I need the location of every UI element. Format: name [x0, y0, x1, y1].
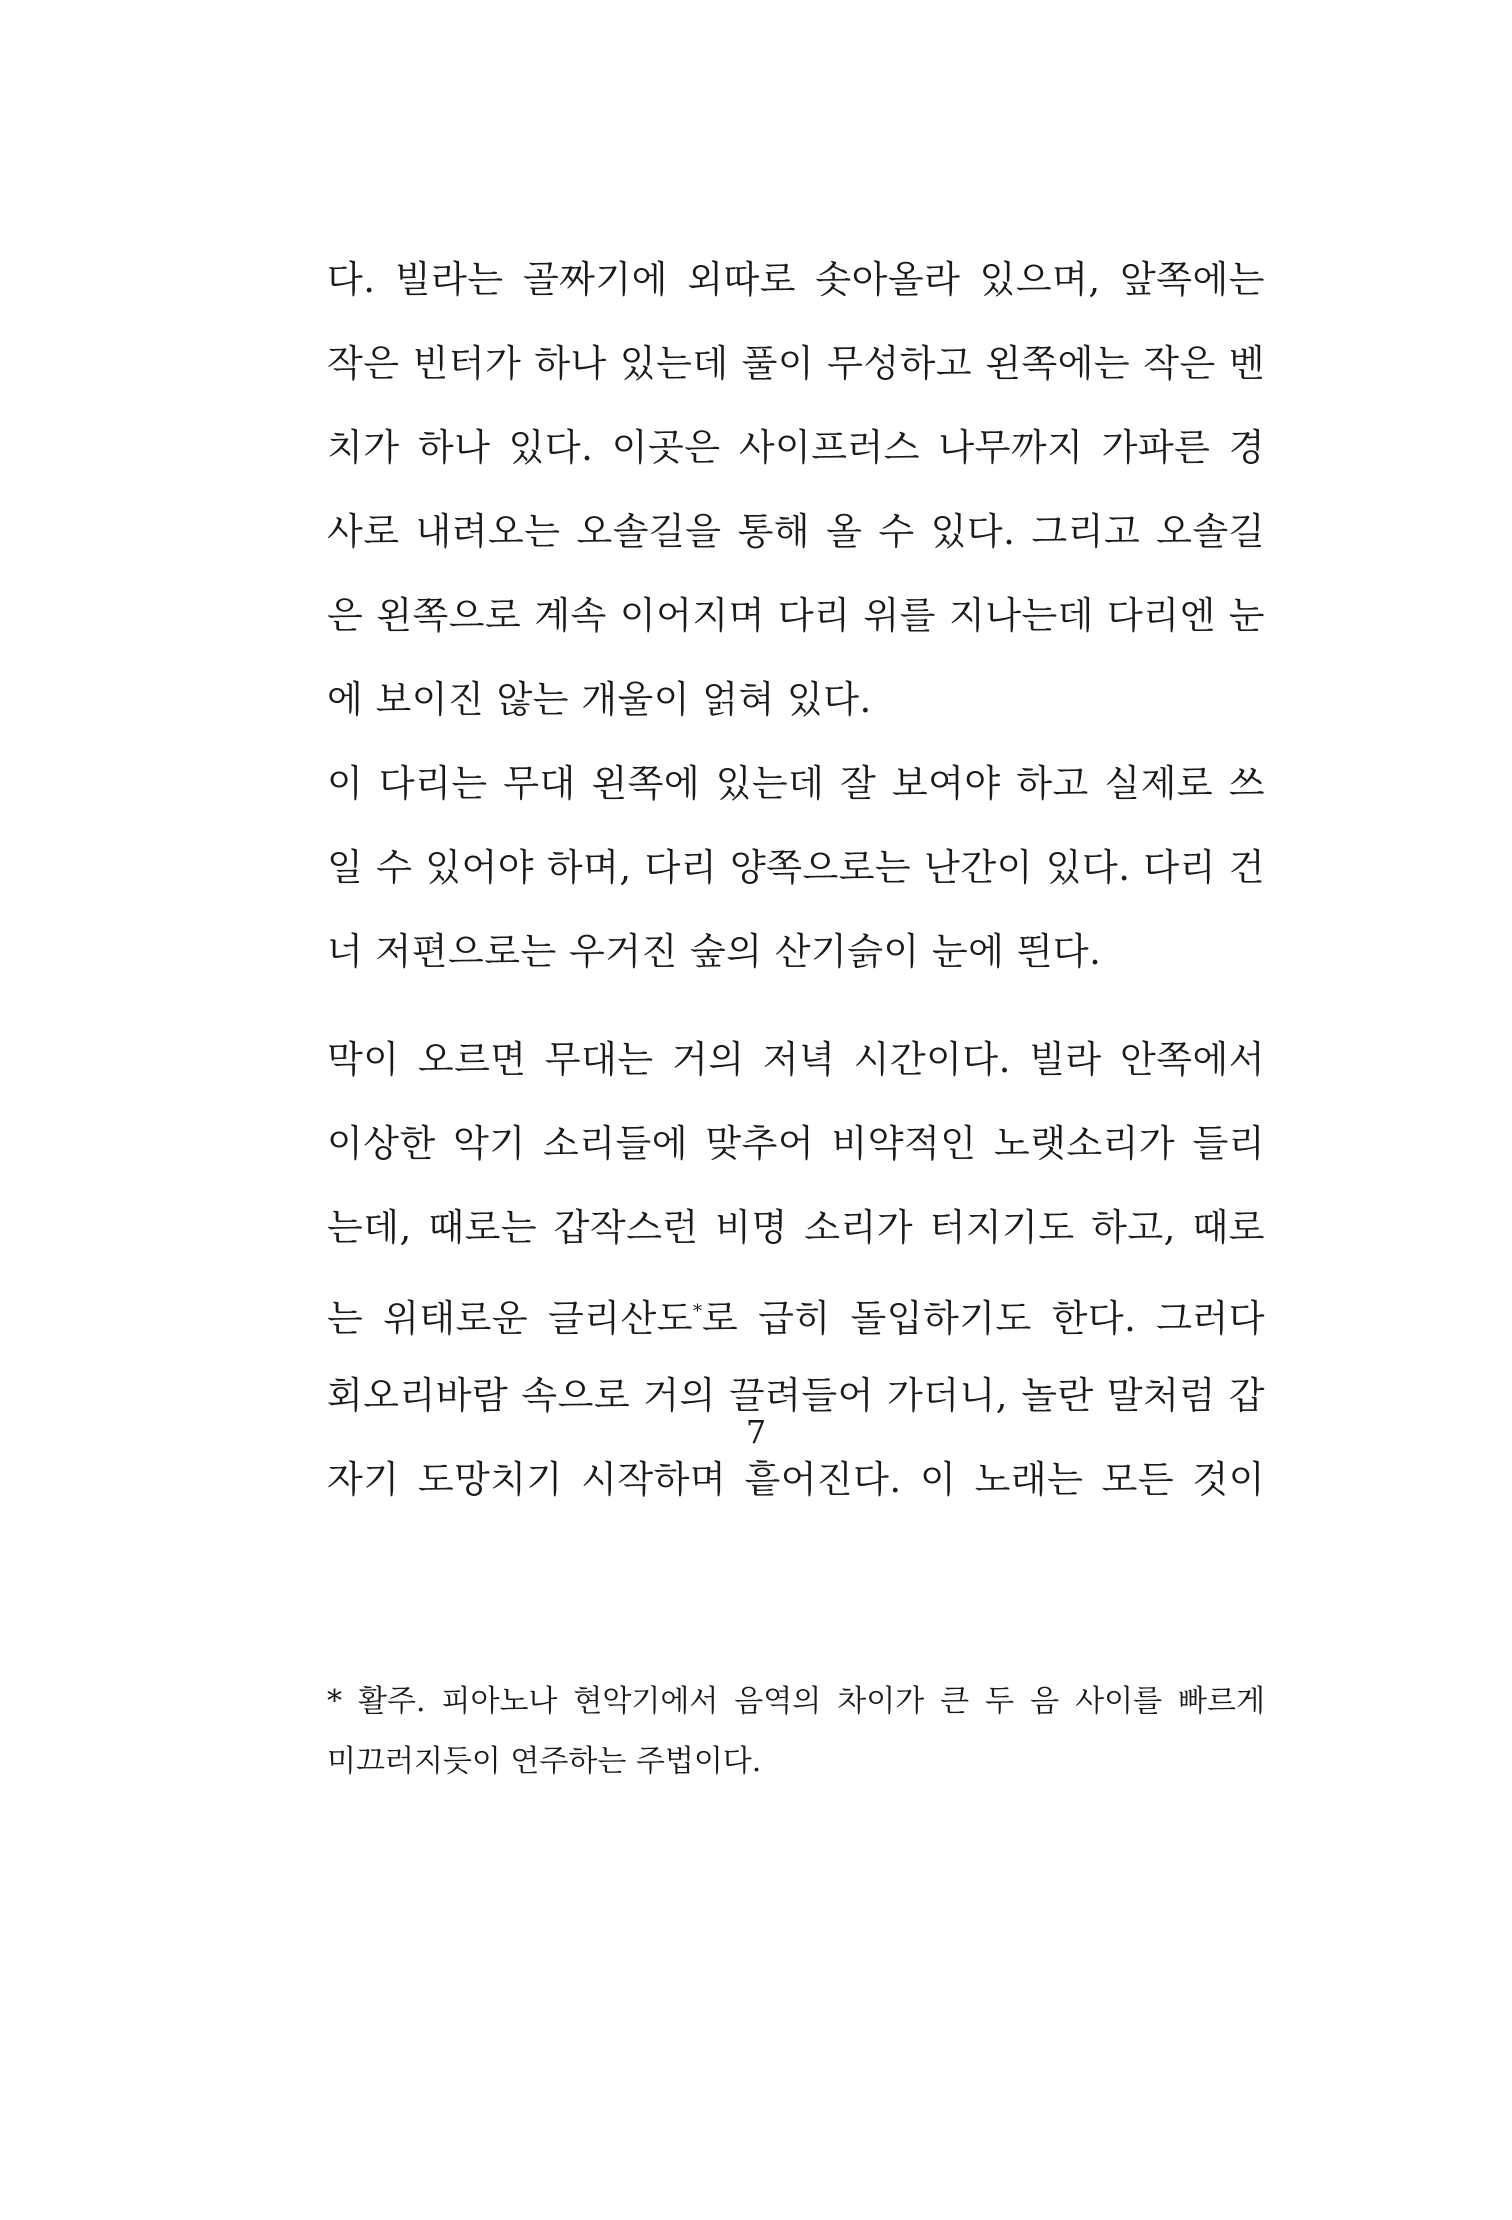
footnote-line: 미끄러지듯이 연주하는 주법이다. [327, 1744, 762, 1779]
text-line: 자기 도망치기 시작하며 흩어진다. 이 노래는 모든 것이 [327, 1458, 1265, 1501]
text-segment: 로 급히 돌입하기도 한다. 그러다 [701, 1297, 1265, 1340]
text-line-with-footnote-mark [327, 1270, 1265, 1354]
footnote [327, 1672, 1265, 1792]
paragraph-1 [327, 238, 1265, 994]
footnote-line: * 활주. 피아노나 현악기에서 음역의 차이가 큰 두 음 사이를 빠르게 [327, 1684, 1265, 1719]
text-line: 막이 오르면 무대는 거의 저녁 시간이다. 빌라 안쪽에서 [327, 1038, 1265, 1081]
text-line: 일 수 있어야 하며, 다리 양쪽으로는 난간이 있다. 다리 건 [327, 846, 1265, 889]
text-line: 이상한 악기 소리들에 맞추어 비약적인 노랫소리가 들리 [327, 1122, 1265, 1165]
text-line: 사로 내려오는 오솔길을 통해 올 수 있다. 그리고 오솔길 [327, 510, 1265, 553]
footnote-marker: * [692, 1301, 702, 1322]
text-line: 에 보이진 않는 개울이 얽혀 있다. [327, 678, 872, 721]
page-number: 7 [745, 1413, 767, 1451]
text-line: 은 왼쪽으로 계속 이어지며 다리 위를 지나는데 다리엔 눈 [327, 594, 1265, 637]
text-line: 작은 빈터가 하나 있는데 풀이 무성하고 왼쪽에는 작은 벤 [327, 342, 1265, 385]
text-line: 이 다리는 무대 왼쪽에 있는데 잘 보여야 하고 실제로 쓰 [327, 762, 1265, 805]
text-line: 치가 하나 있다. 이곳은 사이프러스 나무까지 가파른 경 [327, 426, 1265, 469]
text-line: 다. 빌라는 골짜기에 외따로 솟아올라 있으며, 앞쪽에는 [327, 258, 1265, 301]
text-segment: 는 위태로운 글리산도 [327, 1297, 693, 1340]
text-line: 너 저편으로는 우거진 숲의 산기슭이 눈에 띈다. [327, 930, 1102, 973]
text-line: 는데, 때로는 갑작스런 비명 소리가 터지기도 하고, 때로 [327, 1206, 1265, 1249]
text-line: 회오리바람 속으로 거의 끌려들어 가더니, 놀란 말처럼 갑 [327, 1374, 1265, 1417]
